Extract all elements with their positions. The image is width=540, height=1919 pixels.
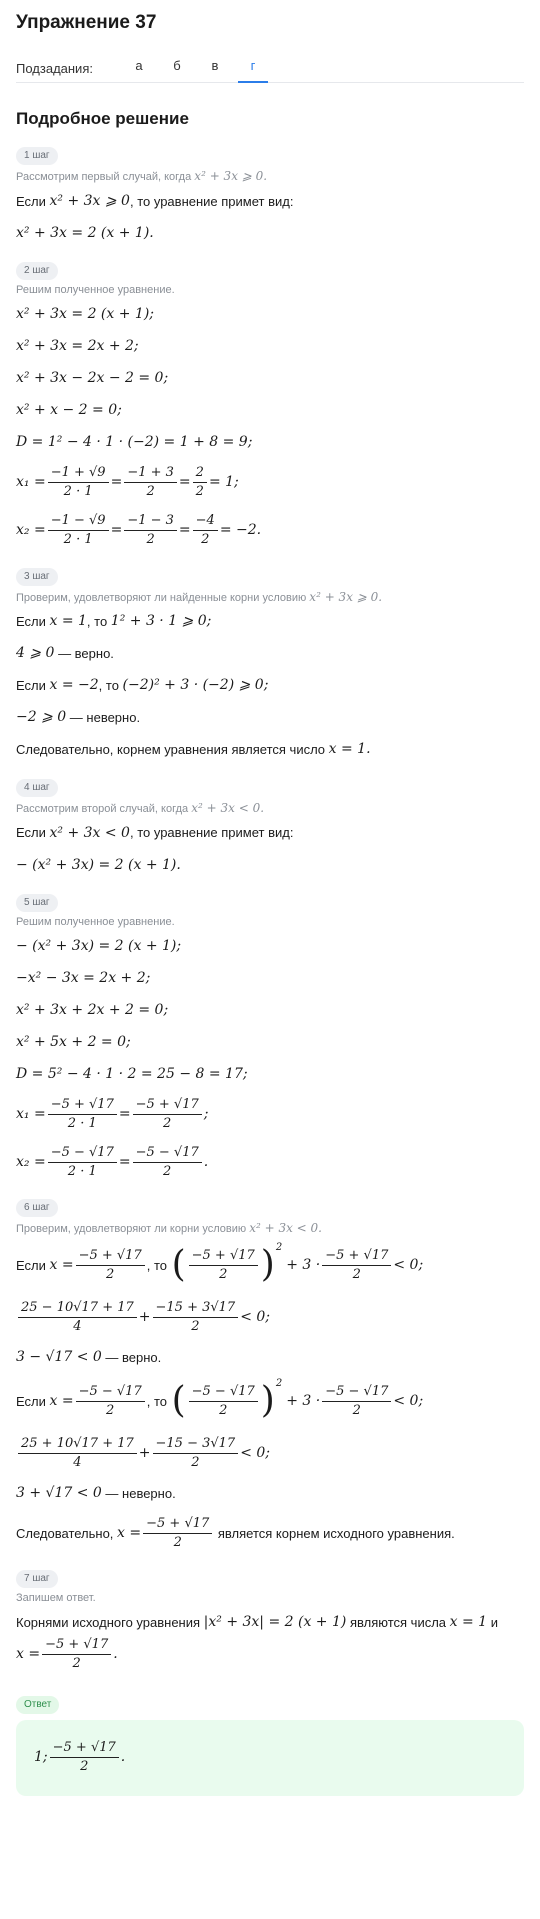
text: , то уравнение примет вид:: [129, 193, 294, 209]
math-line: −2 ⩾ 0 — неверно.: [16, 709, 141, 726]
answer-value: 1;: [34, 1749, 48, 1766]
math-line: 4 ⩾ 0 — верно.: [16, 645, 114, 662]
math-line: x₁ = $\frac{-1 + √9}{2 \cdot 1}$ = $\frac{-1 + 3}{2}$ = $\frac{2}{2}$ = 1;: [16, 465, 239, 500]
step-chip: 2 шаг: [16, 262, 58, 280]
subtasks-label: Подзадания:: [16, 60, 93, 76]
step-chip: 5 шаг: [16, 894, 58, 912]
subtasks-tabs: [16, 55, 524, 83]
answer-box: 1; $\frac{-5 + √17}{2}$ .: [16, 1720, 524, 1796]
solution-heading: Подробное решение: [16, 108, 189, 128]
fraction: $\frac{-5 + √17}{2 \cdot 1}$: [48, 1097, 117, 1131]
tab-a[interactable]: а: [135, 58, 143, 73]
fraction: $\frac{-5 + √17}{2}$: [133, 1097, 202, 1131]
step-chip: 6 шаг: [16, 1199, 58, 1217]
step-hint: [16, 169, 524, 184]
tab-b[interactable]: б: [173, 58, 181, 73]
step-hint: Решим полученное уравнение.: [16, 915, 175, 928]
hint-text: Рассмотрим первый случай, когда: [16, 171, 192, 184]
math-line: x₁ = $\frac{-5 + √17}{2 \cdot 1}$ = $\frac{-5 + √17}{2}$ ;: [16, 1097, 209, 1131]
fraction: $\frac{-4}{2}$: [193, 513, 218, 547]
math: − (x² + 3x) = 2 (x + 1);: [16, 937, 182, 954]
step-hint: Запишем ответ.: [16, 1592, 96, 1605]
step-chip: 4 шаг: [16, 779, 58, 797]
step-2: [16, 260, 524, 549]
math-line: x = $\frac{-5 + √17}{2}$ .: [16, 1637, 118, 1671]
math: = −2.: [219, 522, 262, 539]
math: x² + x − 2 = 0;: [16, 402, 122, 419]
step-chip: 3 шаг: [16, 568, 58, 586]
step-6: [16, 1197, 524, 1552]
math-line: Если x = $\frac{-5 - √17}{2}$ , то ( $\frac{-5 - √17}{2}$ ) 2 + 3 · $\frac{-5 - √17}{2}$ < 0;: [16, 1378, 424, 1422]
page-title: Упражнение 37: [16, 12, 157, 33]
math: x₂ =: [16, 522, 46, 539]
math-line: Следовательно, x = $\frac{-5 + √17}{2}$ является корнем исходного уравнения.: [16, 1516, 455, 1550]
text: Если: [16, 193, 50, 209]
fraction: $\frac{-5 - √17}{2}$: [133, 1145, 202, 1179]
math-line: [16, 222, 524, 244]
math-line: Если x = 1 , то 1² + 3 · 1 ⩾ 0;: [16, 613, 212, 630]
fraction: $\frac{-5 - √17}{2 \cdot 1}$: [48, 1145, 117, 1179]
hint-math: x² + 3x ⩾ 0.: [194, 169, 268, 184]
step-hint: [16, 590, 524, 605]
math-line: x₂ = $\frac{-1 - √9}{2 \cdot 1}$ = $\frac{-1 - 3}{2}$ = $\frac{-4}{2}$ = −2.: [16, 513, 262, 548]
math-line: Если x = $\frac{-5 + √17}{2}$ , то ( $\frac{-5 + √17}{2}$ ) 2 + 3 · $\frac{-5 + √17}{2}$ < 0;: [16, 1242, 424, 1286]
step-hint: Рассмотрим второй случай, когда x² + 3x < 0.: [16, 800, 265, 815]
math: x² + 3x − 2x − 2 = 0;: [16, 370, 169, 387]
tab-v[interactable]: в: [211, 58, 219, 73]
step-4: [16, 777, 524, 876]
math: x² + 3x = 2x + 2;: [16, 338, 139, 355]
math: x² + 3x = 2 (x + 1);: [16, 306, 155, 323]
step-5: [16, 892, 524, 1181]
math-line: 3 − √17 < 0 — верно.: [16, 1348, 162, 1365]
math-line: $\frac{25 - 10√17 + 17}{4}$ + $\frac{-15 + 3√17}{2}$ < 0;: [16, 1298, 524, 1336]
step-1: [16, 145, 524, 244]
fraction: $\frac{-1 - √9}{2 \cdot 1}$: [48, 513, 109, 547]
math: x² + 3x + 2x + 2 = 0;: [16, 1001, 169, 1018]
fraction: $\frac{2}{2}$: [193, 465, 207, 499]
math-line: − (x² + 3x) = 2 (x + 1).: [16, 856, 181, 873]
step-hint: Решим полученное уравнение.: [16, 284, 175, 297]
math-line: Если x² + 3x < 0 , то уравнение примет вид:: [16, 824, 294, 841]
step-chip: 1 шаг: [16, 147, 58, 165]
math-line: Следовательно, корнем уравнения является число x = 1.: [16, 741, 371, 758]
math: x₁ =: [16, 474, 46, 491]
step-hint: Проверим, удовлетворяют ли корни условию x² + 3x < 0.: [16, 1221, 322, 1236]
fraction: $\frac{-1 - 3}{2}$: [124, 513, 177, 547]
step-chip: 7 шаг: [16, 1570, 58, 1588]
math: = 1;: [208, 474, 239, 491]
hint-math: x² + 3x ⩾ 0.: [309, 589, 383, 604]
math-line: [16, 190, 524, 212]
math-line: Корнями исходного уравнения |x² + 3x| = 2 (x + 1) являются числа x = 1 и: [16, 1614, 498, 1631]
answer-fraction: $\frac{-5 + √17}{2}$: [50, 1740, 119, 1774]
fraction: $\frac{-1 + √9}{2 \cdot 1}$: [48, 465, 109, 499]
hint-text: Проверим, удовлетворяют ли найденные корни условию: [16, 591, 307, 604]
fraction: $\frac{-1 + 3}{2}$: [124, 465, 177, 499]
math-line: 3 + √17 < 0 — неверно.: [16, 1484, 176, 1501]
math: x² + 5x + 2 = 0;: [16, 1033, 131, 1050]
math-line: $\frac{25 + 10√17 + 17}{4}$ + $\frac{-15 - 3√17}{2}$ < 0;: [16, 1434, 524, 1472]
math: D = 1² − 4 · 1 · (−2) = 1 + 8 = 9;: [16, 434, 253, 451]
math: −x² − 3x = 2x + 2;: [16, 969, 151, 986]
math-line: Если x = −2 , то (−2)² + 3 · (−2) ⩾ 0;: [16, 677, 269, 694]
math: x² + 3x = 2 (x + 1).: [16, 224, 154, 241]
answer-chip: Ответ: [16, 1696, 59, 1714]
step-7: [16, 1568, 524, 1673]
step-3: [16, 566, 524, 761]
math: x² + 3x ⩾ 0: [49, 192, 130, 209]
tab-g[interactable]: г: [234, 55, 272, 82]
math: D = 5² − 4 · 1 · 2 = 25 − 8 = 17;: [16, 1065, 248, 1082]
math-line: x₂ = $\frac{-5 - √17}{2 \cdot 1}$ = $\frac{-5 - √17}{2}$ .: [16, 1145, 209, 1179]
